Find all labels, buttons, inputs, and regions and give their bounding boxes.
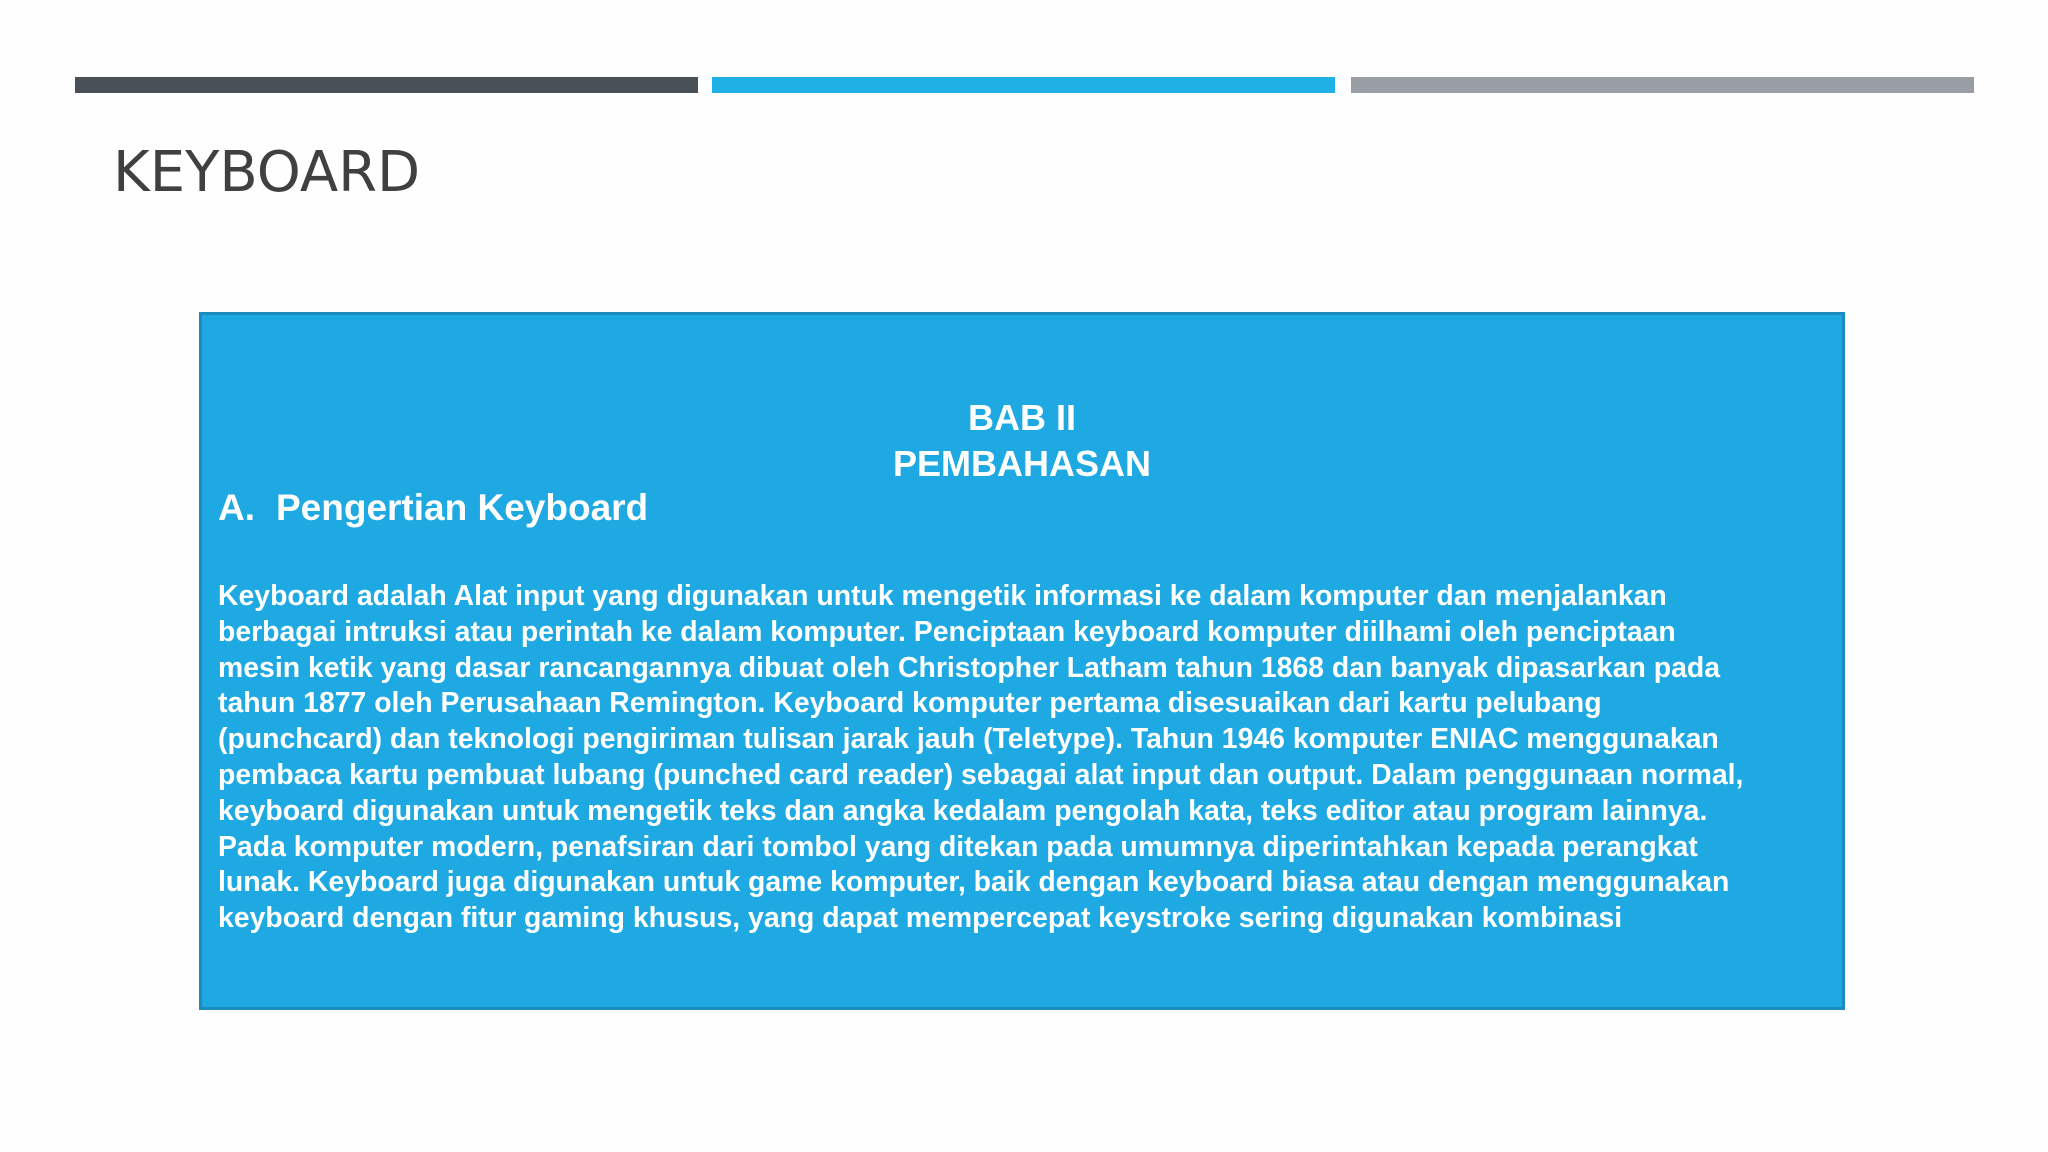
accent-bar-blue bbox=[712, 77, 1335, 93]
body-line: (punchcard) dan teknologi pengiriman tulisan jarak jauh (Teletype). Tahun 1946 komputer ENIAC menggunakan bbox=[218, 723, 1719, 756]
chapter-heading bbox=[202, 395, 1842, 487]
content-box bbox=[199, 312, 1845, 1010]
section-title: Pengertian Keyboard bbox=[276, 487, 649, 528]
chapter-label: BAB II bbox=[968, 397, 1076, 438]
body-line: pembaca kartu pembuat lubang (punched card reader) sebagai alat input dan output. Dalam penggunaan normal, bbox=[218, 758, 1744, 791]
accent-bar-dark bbox=[75, 77, 698, 93]
body-line: berbagai intruksi atau perintah ke dalam komputer. Penciptaan keyboard komputer diilhami oleh penciptaan bbox=[218, 615, 1676, 648]
body-line: Pada komputer modern, penafsiran dari tombol yang ditekan pada umumnya diperintahkan kepada perangkat bbox=[218, 830, 1698, 863]
section-heading bbox=[218, 485, 648, 531]
body-line: lunak. Keyboard juga digunakan untuk game komputer, baik dengan keyboard biasa atau dengan menggunakan bbox=[218, 866, 1730, 899]
slide-title: KEYBOARD bbox=[113, 140, 421, 205]
body-line: keyboard dengan fitur gaming khusus, yang dapat mempercepat keystroke sering digunakan kombinasi bbox=[218, 902, 1623, 935]
accent-bar-gray bbox=[1351, 77, 1974, 93]
body-paragraph bbox=[218, 579, 1838, 937]
body-line: keyboard digunakan untuk mengetik teks dan angka kedalam pengolah kata, teks editor atau program lainnya. bbox=[218, 794, 1708, 827]
body-line: mesin ketik yang dasar rancangannya dibuat oleh Christopher Latham tahun 1868 dan banyak dipasarkan pada bbox=[218, 651, 1721, 684]
body-line: tahun 1877 oleh Perusahaan Remington. Keyboard komputer pertama disesuaikan dari kartu pelubang bbox=[218, 687, 1602, 720]
chapter-title: PEMBAHASAN bbox=[892, 443, 1151, 484]
body-line: Keyboard adalah Alat input yang digunakan untuk mengetik informasi ke dalam komputer dan menjalankan bbox=[218, 580, 1667, 612]
section-number: A. bbox=[218, 487, 255, 528]
